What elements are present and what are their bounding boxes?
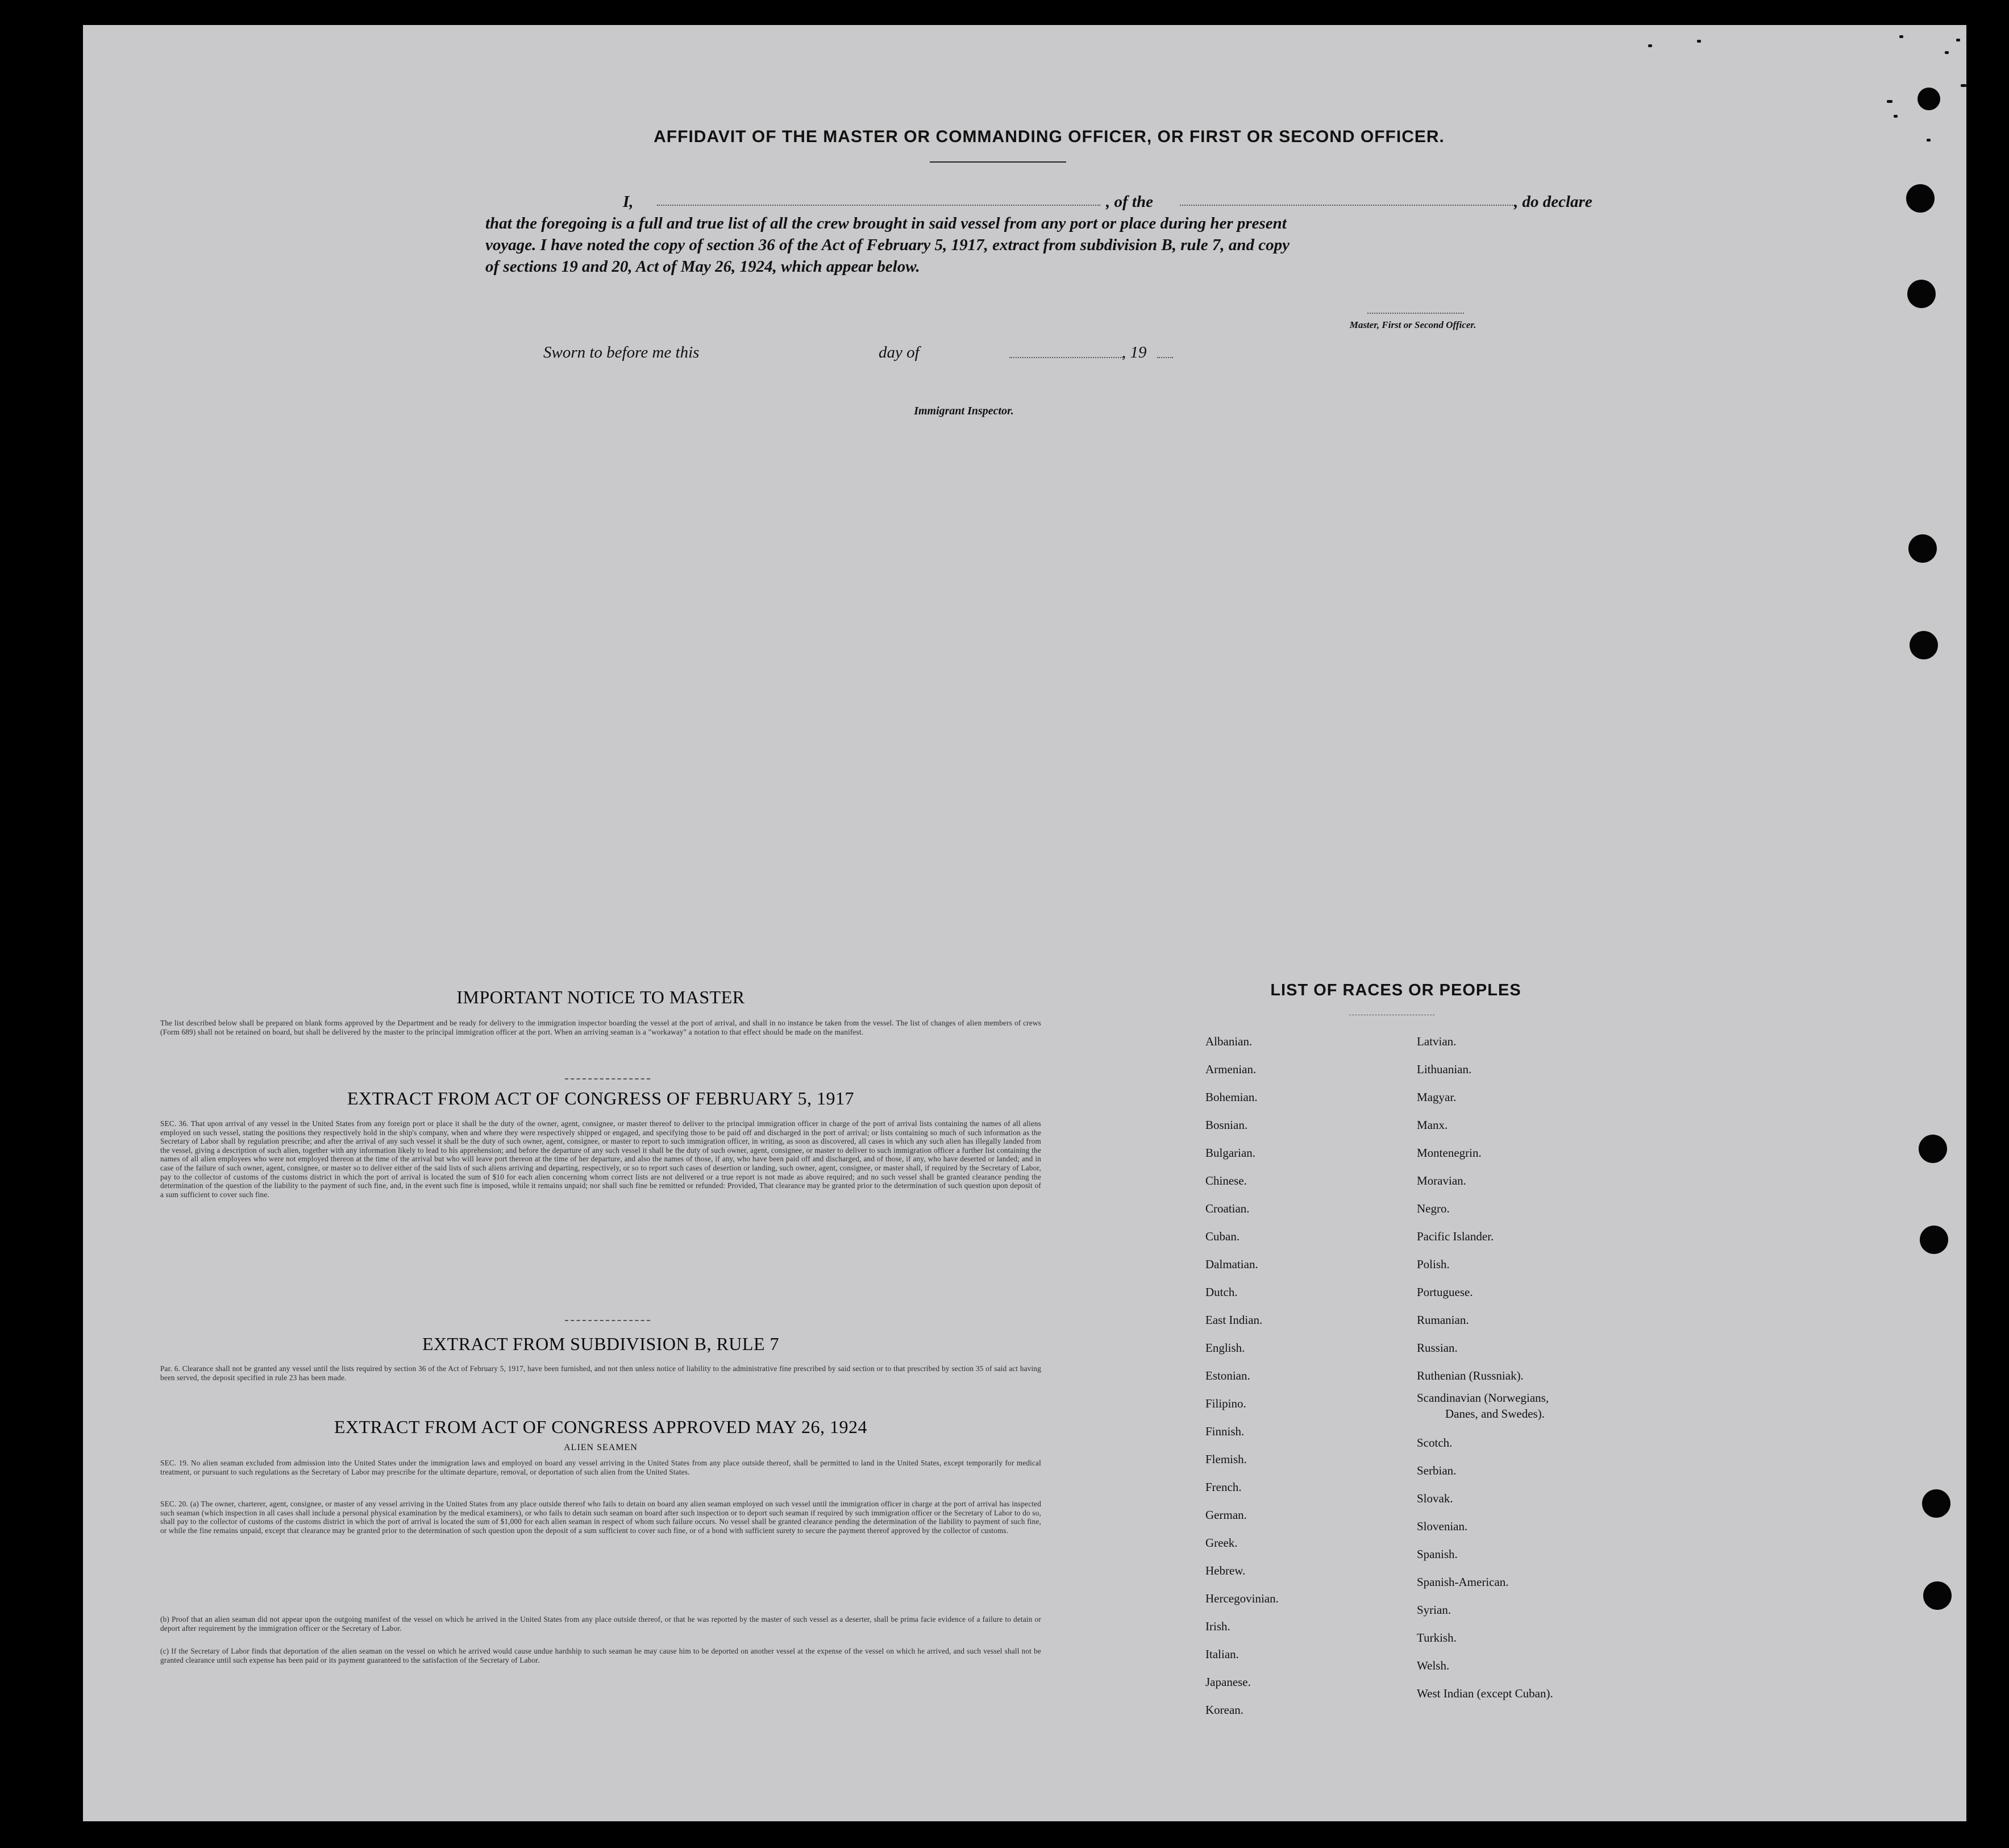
races-title: LIST OF RACES OR PEOPLES: [1270, 981, 1521, 999]
declaration-line-4: of sections 19 and 20, Act of May 26, 1924, which appear below.: [485, 258, 920, 276]
race-item: Italian.: [1205, 1647, 1239, 1661]
decl-of-the: , of the: [1106, 193, 1153, 211]
declaration-line-1: [538, 191, 1629, 214]
sec-20b-text: (b) Proof that an alien seaman did not appear upon the outgoing manifest of the vessel on which he arrived in the United States from any place outside thereof, or that he was reported by the master of such vessel as a deserter, shall be prima facie evidence of a failure to detain or deport after requirement by the immigration officer or the Secretary of Labor.: [160, 1615, 1041, 1633]
race-item: Pacific Islander.: [1417, 1230, 1494, 1243]
document-sheet: [83, 25, 1966, 1821]
year-prefix: , 19: [1122, 343, 1147, 362]
extract-1917-divider: [565, 1320, 650, 1321]
decl-do-declare: , do declare: [1514, 193, 1592, 211]
race-item: West Indian (except Cuban).: [1417, 1687, 1553, 1700]
race-item: East Indian.: [1205, 1313, 1263, 1327]
race-item: Polish.: [1417, 1257, 1450, 1271]
race-item: Turkish.: [1417, 1631, 1457, 1644]
declaration-line-2: that the foregoing is a full and true list of all the crew brought in said vessel from any port or place during her present: [485, 214, 1287, 232]
punch-hole: [1907, 280, 1936, 308]
race-item: Ruthenian (Russniak).: [1417, 1369, 1524, 1382]
race-item: Armenian.: [1205, 1062, 1257, 1076]
race-item: Magyar.: [1417, 1090, 1457, 1104]
year-blank[interactable]: [1157, 354, 1173, 358]
race-item: Portuguese.: [1417, 1285, 1473, 1299]
race-item: Chinese.: [1205, 1174, 1247, 1187]
race-item: Scandinavian (Norwegians,: [1417, 1391, 1549, 1405]
name-blank[interactable]: [657, 201, 1100, 206]
extract-1917-title: EXTRACT FROM ACT OF CONGRESS OF FEBRUARY 5, 1917: [347, 1088, 855, 1108]
race-item: Estonian.: [1205, 1369, 1250, 1382]
race-item: Korean.: [1205, 1703, 1244, 1717]
race-item: Cuban.: [1205, 1230, 1240, 1243]
race-item: Syrian.: [1417, 1603, 1451, 1617]
race-item: Hercegovinian.: [1205, 1592, 1279, 1605]
declaration-line-3: voyage. I have noted the copy of section 36 of the Act of February 5, 1917, extract from subdivision B, rule 7, and copy: [485, 236, 1290, 254]
punch-hole: [1920, 1226, 1948, 1254]
race-item: Croatian.: [1205, 1202, 1250, 1215]
inspector-label: Immigrant Inspector.: [914, 405, 1014, 417]
race-item: Flemish.: [1205, 1452, 1247, 1466]
race-item: Danes, and Swedes).: [1445, 1407, 1545, 1421]
race-item: German.: [1205, 1508, 1247, 1522]
extract-1924-title: EXTRACT FROM ACT OF CONGRESS APPROVED MAY 26, 1924: [334, 1417, 868, 1437]
punch-hole: [1918, 88, 1940, 110]
race-item: Bosnian.: [1205, 1118, 1248, 1132]
race-item: Irish.: [1205, 1619, 1230, 1633]
race-item: Manx.: [1417, 1118, 1448, 1132]
sec-20-text: SEC. 20. (a) The owner, charterer, agent, consignee, or master of any vessel arriving in the United States from any place outside thereof who fails to detain on board any alien seaman employed on such vessel until the immigration officer in charge at the port of arrival has inspected such seaman (which inspection in all cases shall include a personal physical examination by the medical examiners), or who fails to detain such seaman on board after such inspection or to deport such seaman if required by such immigration officer or the Secretary of Labor to do so, shall pay to the collector of customs of the customs district in which the port of arrival is located the sum of $1,000 for each alien seaman in respect of whom such failure occurs. No vessel shall be granted clearance pending the determination of the liability to payment of such fine, or while the fine remains unpaid, except that clearance may be granted prior to the determination of such question upon the deposit of a sum sufficient to cover such fine, or of a bond with sufficient surety to secure the payment thereof approved by the collector of customs.: [160, 1500, 1041, 1535]
race-item: Rumanian.: [1417, 1313, 1469, 1327]
race-item: Scotch.: [1417, 1436, 1453, 1450]
race-item: Albanian.: [1205, 1035, 1253, 1048]
race-item: Slovenian.: [1417, 1519, 1468, 1533]
races-right-column: [1417, 1035, 1656, 1774]
rule-7-title: EXTRACT FROM SUBDIVISION B, RULE 7: [422, 1334, 779, 1354]
rule-7-text: Par. 6. Clearance shall not be granted any vessel until the lists required by section 36 of the Act of February 5, 1917, have been furnished, and not then unless notice of liability to the administrative fine prescribed by said section or to that prescribed by section 35 of said act having been served, the deposit specified in rule 23 has been made.: [160, 1364, 1041, 1382]
title-underline: [930, 161, 1066, 163]
sworn-line: [543, 343, 1339, 366]
race-item: Dalmatian.: [1205, 1257, 1258, 1271]
race-item: Slovak.: [1417, 1492, 1453, 1505]
race-item: Moravian.: [1417, 1174, 1466, 1187]
race-item: Greek.: [1205, 1536, 1238, 1550]
punch-hole: [1910, 631, 1938, 659]
race-item: English.: [1205, 1341, 1245, 1355]
race-item: Dutch.: [1205, 1285, 1238, 1299]
extract-1917-text: SEC. 36. That upon arrival of any vessel in the United States from any foreign port or place it shall be the duty of the owner, agent, consignee, or master thereof to deliver to the principal immigration officer in charge of the port of arrival lists containing the names of all aliens employed on such vessel, stating the positions they respectively hold in the ship's company, when and where they were respectively shipped or engaged, and specifying those to be paid off and discharged in the port of arrival; or lists containing so much of such information as the Secretary of Labor shall by regulation prescribe; and after the arrival of any such vessel it shall be the duty of such owner, agent, consignee, or master to report to such immigration officer, in writing, as soon as discovered, all cases in which any such alien has illegally landed from the vessel, giving a description of such alien, together with any information likely to lead to his apprehension; and before the departure of any such vessel it shall be the duty of such owner, agent, consignee, or master to deliver to such immigration officer a further list containing the names of all alien employees who were not employed thereon at the time of the arrival but who will leave port thereon at the time of her departure, and also the names of those, if any, who have been paid off and discharged, and of those, if any, who have deserted or landed; and in case of the failure of such owner, agent, consignee, or master so to deliver either of the said lists of such aliens arriving and departing, respectively, or so to report such cases of desertion or landing, such owner, agent, consignee, or master shall, if required by the Secretary of Labor, pay to the collector of customs of the customs district in which the port of arrival is located the sum of $10 for each alien concerning whom correct lists are not delivered or a true report is not made as above required; and no such vessel shall be granted clearance pending the determination of the question of the liability to the payment of such fine, and, in the event such fine is imposed, while it remains unpaid; nor shall such fine be remitted or refunded: Provided, That clearance may be granted prior to the determination of such question upon deposit of a sum sufficient to cover such fine.: [160, 1119, 1041, 1199]
race-item: Negro.: [1417, 1202, 1450, 1215]
punch-hole: [1908, 534, 1937, 563]
race-item: Hebrew.: [1205, 1564, 1246, 1577]
notice-title: IMPORTANT NOTICE TO MASTER: [456, 987, 745, 1007]
notice-text: The list described below shall be prepared on blank forms approved by the Department and be ready for delivery to the immigration inspector boarding the vessel at the port of arrival, and shall in no instance be taken from the vessel. The list of changes of alien members of crews (Form 689) shall not be retained on board, but shall be delivered by the master to the principal immigration officer at the port. When an arriving seaman is a "workaway" a notation to that effect should be made on the manifest.: [160, 1019, 1041, 1036]
race-item: Bulgarian.: [1205, 1146, 1256, 1160]
day-of-text: day of: [879, 343, 920, 362]
signature-blank[interactable]: [1367, 309, 1464, 314]
punch-hole: [1906, 184, 1935, 213]
race-item: Lithuanian.: [1417, 1062, 1472, 1076]
punch-hole: [1923, 1581, 1952, 1610]
race-item: Latvian.: [1417, 1035, 1457, 1048]
race-item: Spanish.: [1417, 1547, 1458, 1561]
races-left-column: [1205, 1035, 1376, 1774]
vessel-blank[interactable]: [1180, 201, 1515, 206]
race-item: Japanese.: [1205, 1675, 1251, 1689]
race-item: Finnish.: [1205, 1425, 1245, 1438]
sworn-text: Sworn to before me this: [543, 343, 700, 362]
race-item: Montenegrin.: [1417, 1146, 1482, 1160]
month-blank[interactable]: [1009, 354, 1123, 358]
race-item: Bohemian.: [1205, 1090, 1258, 1104]
notice-divider: [565, 1078, 650, 1079]
punch-hole: [1922, 1489, 1950, 1518]
race-item: Filipino.: [1205, 1397, 1246, 1410]
alien-seamen-subtitle: ALIEN SEAMEN: [564, 1443, 638, 1452]
race-item: Spanish-American.: [1417, 1575, 1509, 1589]
decl-i: I,: [623, 193, 634, 211]
race-item: Russian.: [1417, 1341, 1458, 1355]
race-item: Welsh.: [1417, 1659, 1450, 1672]
race-item: French.: [1205, 1480, 1242, 1494]
punch-hole: [1919, 1135, 1947, 1163]
affidavit-title: AFFIDAVIT OF THE MASTER OR COMMANDING OFFICER, OR FIRST OR SECOND OFFICER.: [654, 127, 1445, 146]
sec-19-text: SEC. 19. No alien seaman excluded from admission into the United States under the immigration laws and employed on board any vessel arriving in the United States from any place outside thereof, shall be permitted to land in the United States, except temporarily for medical treatment, or pursuant to such regulations as the Secretary of Labor may prescribe for the ultimate departure, removal, or deportation of such alien from the United States.: [160, 1459, 1041, 1476]
sec-20c-text: (c) If the Secretary of Labor finds that deportation of the alien seaman on the vessel on which he arrived would cause undue hardship to such seaman he may cause him to be deported on another vessel at the expense of the vessel on which he arrived, and such vessel shall not be granted clearance until such expense has been paid or its payment guaranteed to the satisfaction of the Secretary of Labor.: [160, 1647, 1041, 1664]
signer-label: Master, First or Second Officer.: [1349, 319, 1476, 330]
race-item: Serbian.: [1417, 1464, 1457, 1477]
